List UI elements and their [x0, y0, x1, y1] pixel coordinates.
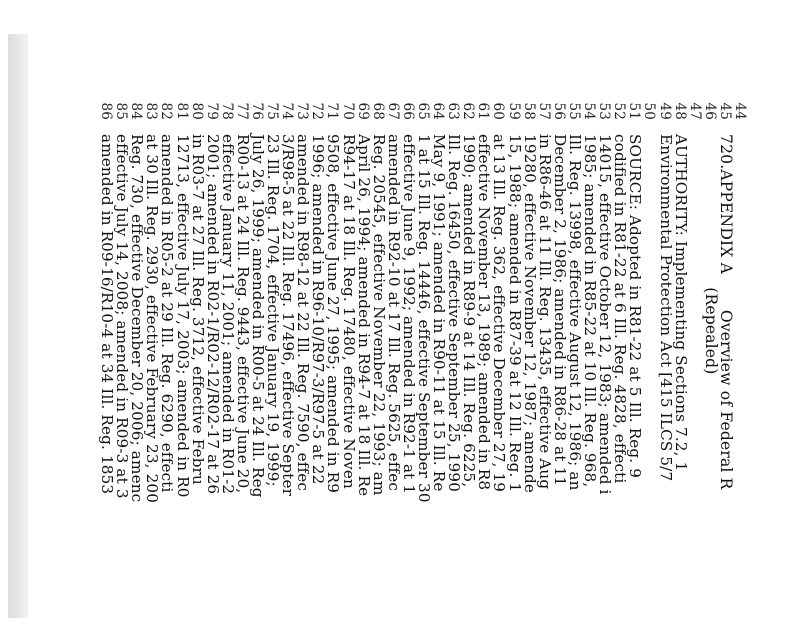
- line-text: 15, 1988; amended in R87-39 at 12 Ill. Reg. 1: [505, 134, 524, 493]
- line-number: 81: [173, 102, 190, 120]
- line-text: Ill. Reg. 13998, effective August 12, 1986; an: [565, 134, 584, 491]
- document-line: [173, 84, 192, 604]
- document-line: [386, 84, 401, 604]
- document-line: [460, 84, 479, 604]
- document-line: [552, 84, 567, 604]
- document-line: [309, 84, 328, 604]
- line-number: 68: [369, 102, 386, 120]
- line-text: in R03-7 at 27 Ill. Reg. 3712, effective Febru: [188, 134, 207, 485]
- document-line: [596, 84, 615, 604]
- line-number: 73: [294, 102, 311, 120]
- line-number: 58: [520, 102, 537, 120]
- document-line: [642, 84, 657, 604]
- document-line: [475, 84, 494, 604]
- line-number: 83: [143, 102, 160, 120]
- line-number: 75: [264, 102, 281, 120]
- document-line: [445, 84, 464, 604]
- line-text: AUTHORITY: Implementing Sections 7.2, 1: [671, 134, 690, 472]
- line-text: 2001; amended in R02-1/R02-12/R02-17 at 26: [203, 134, 222, 495]
- document-line: [611, 84, 630, 604]
- line-number: 44: [732, 102, 748, 120]
- line-number: 48: [671, 102, 688, 120]
- document-line: [235, 84, 250, 604]
- line-text: July 26, 1999; amended in R00-5 at 24 Ill. Reg: [249, 134, 267, 498]
- document-line: [113, 84, 132, 604]
- line-number: 82: [158, 102, 175, 120]
- document-line: [688, 84, 703, 604]
- line-number: 84: [128, 102, 145, 120]
- line-number: 77: [233, 102, 250, 120]
- document-line: [371, 84, 386, 604]
- document-line: [294, 84, 313, 604]
- line-number: 54: [581, 102, 598, 120]
- document-line: [356, 84, 371, 604]
- line-number: 66: [399, 102, 416, 120]
- line-number: 64: [430, 102, 447, 120]
- document-line: [158, 84, 177, 604]
- line-text: amended in R92-10 at 17 Ill. Reg. 5625, effec: [384, 134, 403, 492]
- line-text: amended in R98-12 at 22 Ill. Reg. 7590, effec: [294, 134, 313, 492]
- document-line: [522, 84, 537, 604]
- line-number: 74: [279, 102, 296, 120]
- line-text: April 26, 1994; amended in R94-7 at 18 Ill. Re: [354, 134, 373, 497]
- line-text: at 30 Ill. Reg. 2930, effective February 23, 200: [143, 134, 162, 504]
- document-line: [430, 84, 449, 604]
- scan-edge-shadow: [8, 34, 28, 618]
- line-text: in R86-46 at 11 Ill. Reg. 13435, effective Aug: [535, 134, 554, 490]
- document-line: [220, 84, 235, 604]
- document-line: [581, 84, 600, 604]
- line-text: 14015, effective October 12, 1983; amended i: [596, 134, 615, 495]
- document-line: [567, 84, 582, 604]
- line-text: codified in R81-22 at 6 Ill. Reg. 4828, effecti: [611, 134, 630, 484]
- line-text: (Repealed): [701, 134, 720, 375]
- line-text: effective November 13, 1989; amended in R8: [475, 134, 494, 491]
- line-text: Reg. 730, effective December 20, 2006; amenc: [128, 134, 147, 503]
- line-number: 79: [203, 102, 220, 120]
- line-number: 86: [98, 102, 115, 120]
- line-number: 63: [445, 102, 462, 120]
- document-line: [190, 84, 205, 604]
- document-line: [490, 84, 509, 604]
- line-text: Environmental Protection Act [415 ILCS 5/7: [656, 134, 675, 482]
- line-text: 1985; amended in R85-22 at 10 Ill. Reg. 968,: [581, 134, 600, 488]
- line-text: 1990; amended in R89-9 at 14 Ill. Reg. 6225,: [460, 134, 479, 488]
- scanned-page: [98, 84, 748, 604]
- line-number: 72: [309, 102, 326, 120]
- line-number: 46: [701, 102, 718, 120]
- line-text: 3/R98-5 at 22 Ill. Reg. 17496, effective Septer: [279, 134, 298, 497]
- line-number: 53: [596, 102, 613, 120]
- line-text: 19280, effective November 12, 1987; amende: [520, 134, 539, 494]
- document-lines: [99, 84, 748, 604]
- document-line: [626, 84, 645, 604]
- document-line: [143, 84, 162, 604]
- line-number: 70: [339, 102, 356, 120]
- line-number: 55: [565, 102, 582, 120]
- document-line: [656, 84, 675, 604]
- document-line: [733, 84, 748, 604]
- line-number: 50: [641, 102, 658, 120]
- line-number: 67: [384, 102, 401, 120]
- line-number: 71: [324, 102, 341, 120]
- document-line: [250, 84, 265, 604]
- line-text: R00-13 at 24 Ill. Reg. 9443, effective June 20,: [233, 134, 252, 494]
- line-text: SOURCE: Adopted in R81-22 at 5 Ill. Reg. 9: [626, 134, 645, 479]
- line-number: 76: [249, 102, 265, 120]
- line-number: 60: [490, 102, 507, 120]
- document-line: [718, 84, 733, 604]
- line-text: effective June 9, 1992; amended in R92-1 at 1: [399, 134, 418, 495]
- line-text: December 2, 1986; amended in R86-28 at 11: [550, 134, 569, 487]
- line-text: 9508, effective June 27, 1995; amended in R9: [324, 134, 343, 494]
- line-number: 56: [550, 102, 567, 120]
- document-line: [205, 84, 220, 604]
- document-line: [507, 84, 522, 604]
- line-number: 51: [626, 102, 643, 120]
- line-text: 12713, effective July 17, 2003; amended in R0: [173, 134, 192, 498]
- line-number: 62: [460, 102, 477, 120]
- line-number: 61: [475, 102, 492, 120]
- line-number: 52: [611, 102, 628, 120]
- line-number: 78: [218, 102, 235, 120]
- line-number: 47: [686, 102, 703, 120]
- line-text: May 9, 1991; amended in R90-11 at 15 Ill. Re: [430, 134, 449, 492]
- line-text: Reg. 20545, effective November 22, 1993; am: [369, 134, 388, 496]
- document-line: [415, 84, 434, 604]
- document-line: [401, 84, 416, 604]
- line-number: 69: [354, 102, 371, 120]
- line-text: 720.APPENDIX A Overview of Federal R: [716, 134, 735, 490]
- document-line: [98, 84, 117, 604]
- line-text: amended in R05-2 at 29 Ill. Reg. 6290, effecti: [158, 134, 177, 493]
- line-number: 80: [188, 102, 205, 120]
- line-text: amended in R09-16/R10-4 at 34 Ill. Reg. 1853: [98, 134, 117, 495]
- document-line: [339, 84, 358, 604]
- line-number: 85: [113, 102, 130, 120]
- line-number: 49: [656, 102, 673, 120]
- line-text: 23 Ill. Reg. 1704, effective January 19, 1999;: [264, 134, 283, 487]
- line-text: 1996; amended in R96-10/R97-3/R97-5 at 22: [309, 134, 328, 485]
- line-text: Ill. Reg. 16450, effective September 25, 1990: [445, 134, 464, 493]
- document-line: [537, 84, 552, 604]
- line-text: 1 at 15 Ill. Reg. 14446, effective September 30: [415, 134, 434, 503]
- document-line: [324, 84, 343, 604]
- document-line: [128, 84, 147, 604]
- line-number: 59: [505, 102, 522, 120]
- line-number: 57: [535, 102, 552, 120]
- line-text: R94-17 at 18 Ill. Reg. 17480, effective Noven: [339, 134, 358, 489]
- document-line: [279, 84, 298, 604]
- document-line: [673, 84, 688, 604]
- line-number: 45: [716, 102, 733, 120]
- line-text: effective January 11, 2001; amended in R01-2: [218, 134, 237, 495]
- document-line: [703, 84, 718, 604]
- line-number: 65: [415, 102, 432, 120]
- line-text: at 13 Ill. Reg. 362, effective December 27, 19: [490, 134, 509, 493]
- line-text: effective July 14, 2008; amended in R09-3 at 3: [113, 134, 132, 499]
- document-line: [264, 84, 283, 604]
